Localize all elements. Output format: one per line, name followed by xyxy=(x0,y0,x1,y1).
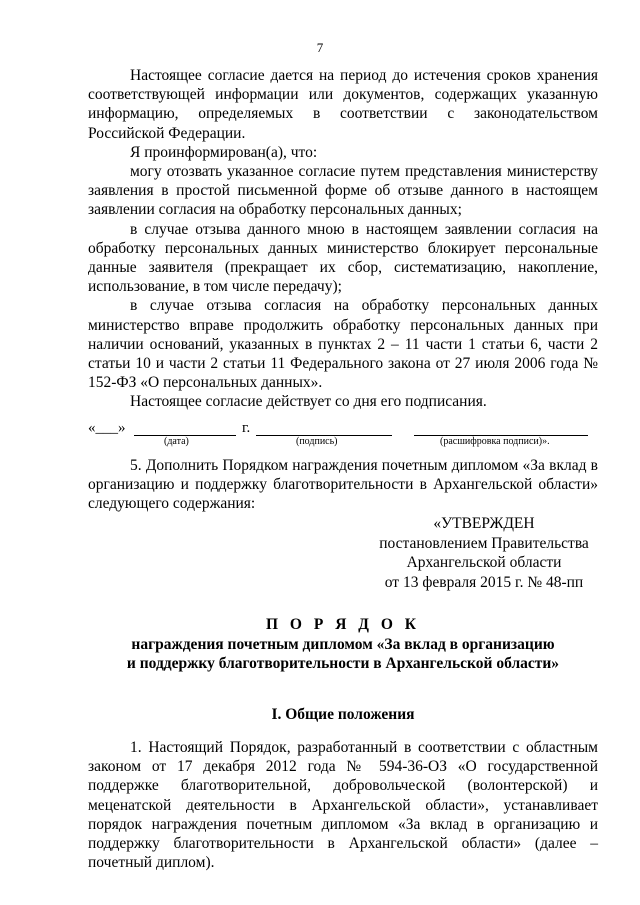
approved-line-4: от 13 февраля 2015 г. № 48-пп xyxy=(384,573,584,591)
caption-date: (дата) xyxy=(164,436,189,447)
page-number: 7 xyxy=(316,40,324,55)
section1-block xyxy=(88,738,598,872)
paragraph-revoke: могу отозвать указанное согласие путем представления министерству заявления в простой письменной форме об отзыве данного в настоящем заявлении согласия на обработку персональных данных; xyxy=(88,163,598,219)
paragraph-informed: Я проинформирован(а), что: xyxy=(130,143,318,161)
consent-text-block xyxy=(88,66,598,412)
paragraph-consent-period: Настоящее согласие дается на период до истечения сроков хранения соответствующей информации или документов, содержащих указанную информацию, определяемых в соответствии с законодательством Российской Федерации. xyxy=(88,67,598,142)
title-line-1: награждения почетным дипломом «За вклад в организацию xyxy=(131,635,555,653)
caption-signature: (подпись) xyxy=(296,436,338,447)
paragraph-item5: 5. Дополнить Порядком награждения почетным дипломом «За вклад в организацию и поддержку благотворительности в Архангельской области» следующего содержания: xyxy=(88,457,598,513)
section-heading: I. Общие положения xyxy=(271,706,415,723)
day-placeholder: «___» xyxy=(88,420,126,436)
signature-line xyxy=(88,420,598,460)
title-heading: П О Р Я Д О К xyxy=(266,616,420,633)
approval-stamp xyxy=(370,514,598,592)
caption-decoding: (расшифровка подписи)». xyxy=(440,436,550,447)
year-suffix: г. xyxy=(242,420,251,436)
paragraph-1: 1. Настоящий Порядок, разработанный в соответствии с областным законом от 17 декабря 2012 года № 594-36-ОЗ «О государственной поддержке благотворительной, добровольческой (волонтерской) и меценатской деятельности в Архангельской области», устанавливает порядок награждения почетным дипломом «За вклад в организацию и поддержку благотворительности в Архангельской области» (далее – почетный диплом). xyxy=(88,739,598,872)
approved-line-2: постановлением Правительства xyxy=(379,534,589,552)
approved-line-1: «УТВЕРЖДЕН xyxy=(433,515,535,532)
item5-block xyxy=(88,456,598,514)
paragraph-effective: Настоящее согласие действует со дня его подписания. xyxy=(130,393,487,411)
paragraph-block-data: в случае отзыва данного мною в настоящем заявлении согласия на обработку персональных данных министерство блокирует персональные данные заявителя (прекращает их сбор, систематизацию, накопление, использование, в том числе передачу); xyxy=(88,220,598,296)
title-line-2: и поддержку благотворительности в Архангельской области» xyxy=(126,655,560,672)
paragraph-continue-processing: в случае отзыва согласия на обработку персональных данных министерство вправе продолжить обработку персональных данных при наличии оснований, указанных в пунктах 2 – 11 части 1 статьи 6, части 2 статьи 10 и части 2 статьи 11 Федерального закона от 27 июля 2006 года № 152-ФЗ «О персональных данных». xyxy=(88,297,598,392)
approved-line-3: Архангельской области xyxy=(406,554,562,571)
document-title xyxy=(88,615,598,674)
